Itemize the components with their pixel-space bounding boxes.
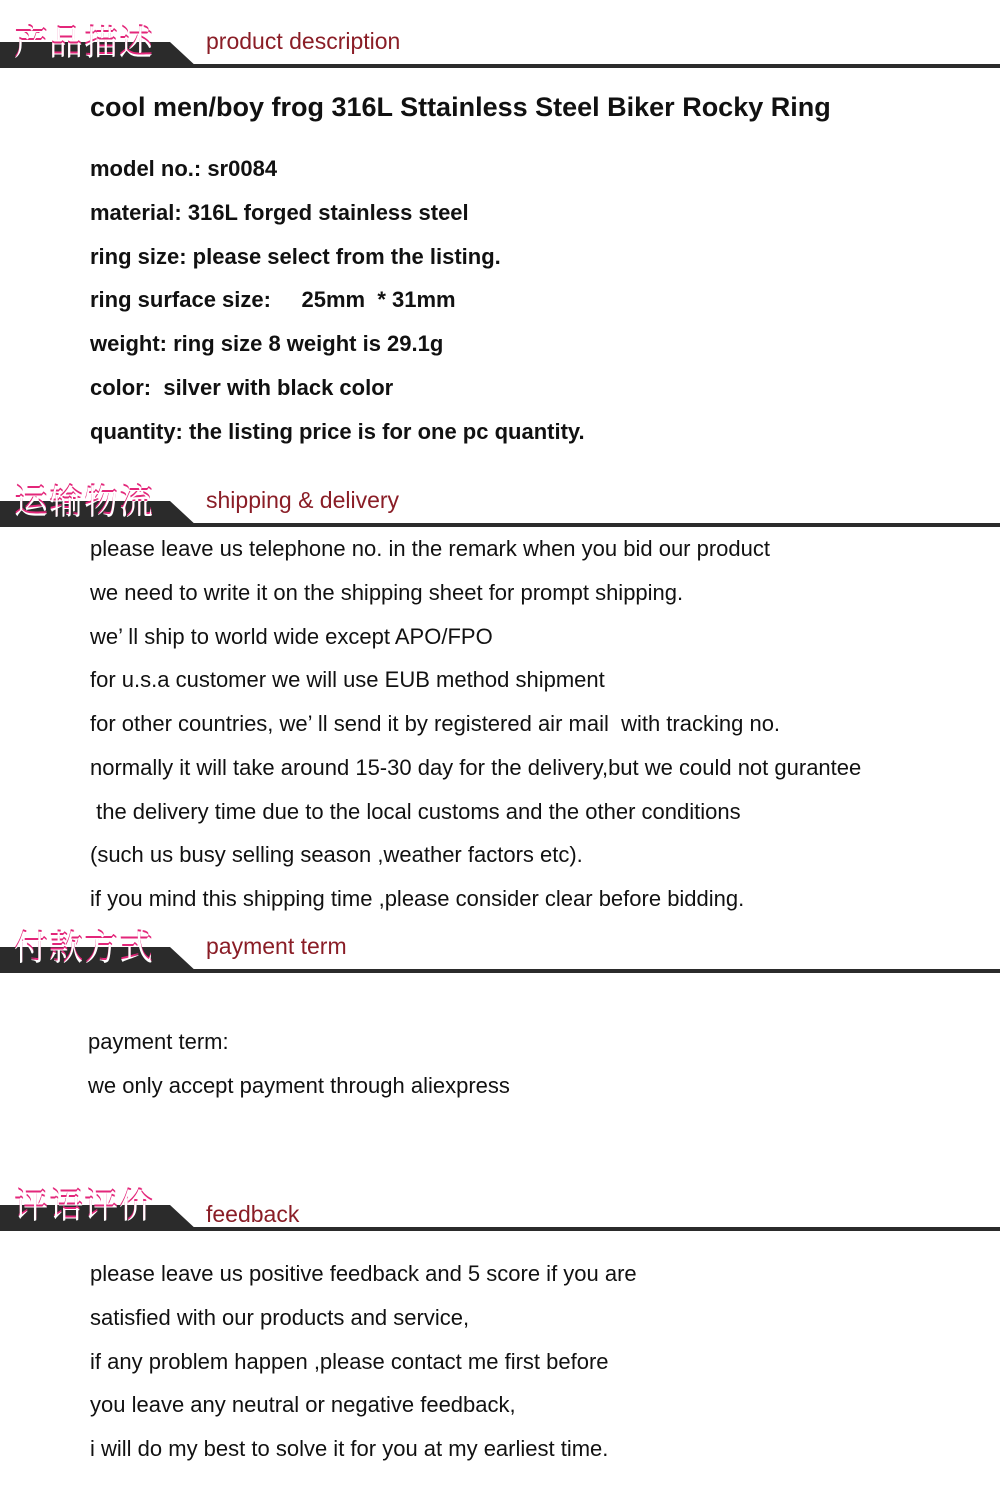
header-en-title: shipping & delivery [206, 487, 400, 513]
feedback-line: you leave any neutral or negative feedback, [90, 1392, 516, 1417]
header-en-title: feedback [206, 1201, 300, 1227]
spec-ring-size: ring size: please select from the listing. [90, 244, 501, 269]
shipping-line: we’ ll ship to world wide except APO/FPO [90, 624, 493, 649]
header-rule [180, 969, 1000, 973]
payment-line: we only accept payment through aliexpress [88, 1073, 510, 1098]
spec-color: color: silver with black color [90, 375, 394, 400]
header-rule [180, 523, 1000, 527]
spec-model: model no.: sr0084 [90, 156, 278, 181]
shipping-line: we need to write it on the shipping sheet for prompt shipping. [90, 580, 684, 605]
header-tab [0, 24, 200, 68]
spec-surface-size: ring surface size: 25mm * 31mm [90, 287, 456, 312]
payment-line: payment term: [88, 1029, 229, 1054]
product-title: cool men/boy frog 316L Sttainless Steel Biker Rocky Ring [90, 92, 831, 122]
feedback-line: if any problem happen ,please contact me first before [90, 1349, 609, 1374]
section-header-feedback [0, 1187, 1000, 1231]
spec-material: material: 316L forged stainless steel [90, 200, 469, 225]
spec-weight: weight: ring size 8 weight is 29.1g [90, 331, 444, 356]
shipping-line: (such us busy selling season ,weather factors etc). [90, 842, 583, 867]
header-en-title: payment term [206, 933, 347, 959]
shipping-line: normally it will take around 15-30 day for the delivery,but we could not gurantee [90, 755, 862, 780]
header-cn-title: 付款方式 [14, 929, 154, 969]
feedback-line: i will do my best to solve it for you at my earliest time. [90, 1436, 609, 1461]
section-header-shipping [0, 483, 1000, 527]
spec-quantity: quantity: the listing price is for one pc quantity. [90, 419, 585, 444]
feedback-line: please leave us positive feedback and 5 score if you are [90, 1261, 637, 1286]
section-header-payment [0, 929, 1000, 973]
header-rule [180, 1227, 1000, 1231]
header-tab [0, 929, 200, 973]
shipping-line: if you mind this shipping time ,please consider clear before bidding. [90, 886, 745, 911]
shipping-line: for other countries, we’ ll send it by registered air mail with tracking no. [90, 711, 781, 736]
header-tab [0, 1187, 200, 1231]
header-rule [180, 64, 1000, 68]
section-header-product [0, 24, 1000, 68]
header-en-title: product description [206, 28, 401, 54]
header-tab [0, 483, 200, 527]
shipping-line: the delivery time due to the local customs and the other conditions [90, 799, 741, 824]
shipping-line: for u.s.a customer we will use EUB method shipment [90, 667, 605, 692]
header-cn-title: 产品描述 [14, 24, 154, 64]
feedback-line: satisfied with our products and service, [90, 1305, 470, 1330]
header-cn-title: 运输物流 [14, 483, 154, 523]
header-cn-title: 评语评价 [14, 1187, 154, 1227]
shipping-line: please leave us telephone no. in the remark when you bid our product [90, 536, 770, 561]
